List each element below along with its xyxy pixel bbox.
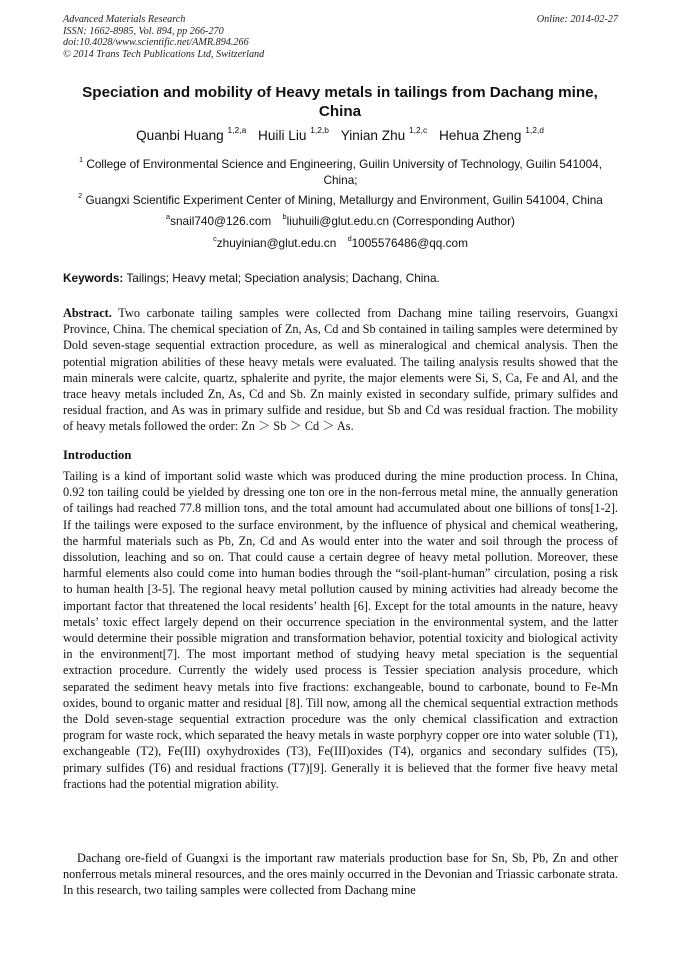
intro-paragraph-1: Tailing is a kind of important solid waste which was produced during the mine production process. In China, 0.92 ton tailing could be yielded by dressing one ton ore in the non-ferrous metal mine, the annually generation of tailings had reached 77.8 million tons, and the total amount had accumulated about one billions of tons[1-2]. If the tailings were exposed to the surface environment, by the influence of physical and chemical weathering, the harmful materials such as Pb, Zn, Cd and As would enter into the water and soil through the process of dissolution, leaching and so on. That could cause a certain degree of heavy metal pollution. Moreover, these harmful elements also could come into human bodies through the “soil-plant-human” circulation, posing a risk to human health [3-5]. The regional heavy metal pollution caused by mining activities had already become the important factor that threatened the local residents’ health [6]. Except for the total amounts in the nature, heavy metals’ toxic effect largely depend on their occurrence speciation in the environmental system, and the latter would determine their possible migration and transformation behavior, potential toxicity and biological activity in the environment[7]. The most important method of studying heavy metal speciation is the sequential extraction procedure. Currently the widely used process is Tessier speciation analysis procedure, which separated the sediment heavy metals into five fractions: exchangeable, bound to carbonate, bound to Fe-Mn oxides, bound to organic matter and residual [8]. Till now, among all the chemical sequential extraction methods the Dold seven-stage sequential extraction procedure was the only chemical classification and extraction program for waste rock, which separated the heavy metals in waste porphyry copper ore into water soluble (T1), exchangeable (T2), Fe(III) oxyhydroxides (T3), Fe(III)oxides (T4), organics and secondary sulfides (T5), primary sulfides (T6) and residual fractions (T7)[9]. Generally it is believed that the former five heavy metal fractions had the potential migration ability. — [63, 469, 618, 791]
intro-paragraph-2: Dachang ore-field of Guangxi is the important raw materials production base for Sn, Sb, Pb, Zn and other nonferrous metals mineral resources, and the ores mainly occurred in the Devonian and Triassic carbonate strata. In this research, two tailing samples were collected from Dachang mine — [63, 851, 618, 898]
abstract — [63, 305, 618, 435]
email: $^d$1005576486@qq.com — [347, 233, 468, 250]
email: $^b$liuhuili@glut.edu.cn (Corresponding Author) — [282, 211, 515, 228]
author: Huili Liu $^{1,2,b}$ — [258, 125, 329, 143]
issn-line: ISSN: 1662-8985, Vol. 894, pp 266-270 — [63, 25, 224, 37]
abstract-text: Two carbonate tailing samples were collected from Dachang mine tailing reservoirs, Guangxi Province, China. The chemical speciation of Zn, As, Cd and Sb contained in tailing samples were determined by Dold seven-stage sequential extraction procedure, as well as mineralogical and chemical analysis. Then the potential migration abilities of these heavy metals were evaluated. The tailing analysis results showed that the main minerals were calcite, quartz, sphalerite and pyrite, the major elements were Si, S, Ca, Fe and Al, and the trace heavy metals included Zn, As, Cd and Sb. Zn mainly existed in secondary sulfide, primary sulfides and residual fraction, and As was in primary sulfide and residue, but Sb and Cd was residual fraction. The mobility of heavy metals followed the order: Zn ＞ Sb ＞ Cd ＞ As. — [63, 306, 618, 434]
author-list — [60, 127, 620, 145]
paper-title: Speciation and mobility of Heavy metals in tailings from Dachang mine, China — [82, 84, 598, 120]
email: $^c$zhuyinian@glut.edu.cn — [213, 233, 337, 250]
doi-line: doi:10.4028/www.scientific.net/AMR.894.266 — [63, 37, 249, 49]
running-header — [63, 14, 618, 60]
author: Quanbi Huang $^{1,2,a}$ — [136, 125, 247, 143]
email-line-2 — [63, 235, 618, 251]
keywords-label: Keywords: — [63, 271, 124, 285]
section-heading-introduction: Introduction — [63, 448, 132, 462]
journal-name: Advanced Materials Research — [63, 14, 186, 25]
author: Yinian Zhu $^{1,2,c}$ — [340, 125, 428, 143]
keywords — [63, 270, 618, 286]
affiliation-2: $^2$ Guangxi Scientific Experiment Center of Mining, Metallurgy and Environment, Guilin 541004, China — [78, 190, 603, 207]
copyright-line: © 2014 Trans Tech Publications Ltd, Switzerland — [63, 48, 265, 60]
author: Hehua Zheng $^{1,2,d}$ — [439, 125, 544, 143]
online-date: Online: 2014-02-27 — [536, 14, 618, 25]
email-line-1 — [63, 213, 618, 229]
abstract-label: Abstract. — [63, 306, 112, 320]
email: $^a$snail740@126.com — [166, 211, 272, 228]
keywords-text: Tailings; Heavy metal; Speciation analysis; Dachang, China. — [126, 271, 440, 285]
affiliation-1: $^1$ College of Environmental Science and Engineering, Guilin University of Technology, Guilin 541004, China; — [79, 154, 602, 187]
